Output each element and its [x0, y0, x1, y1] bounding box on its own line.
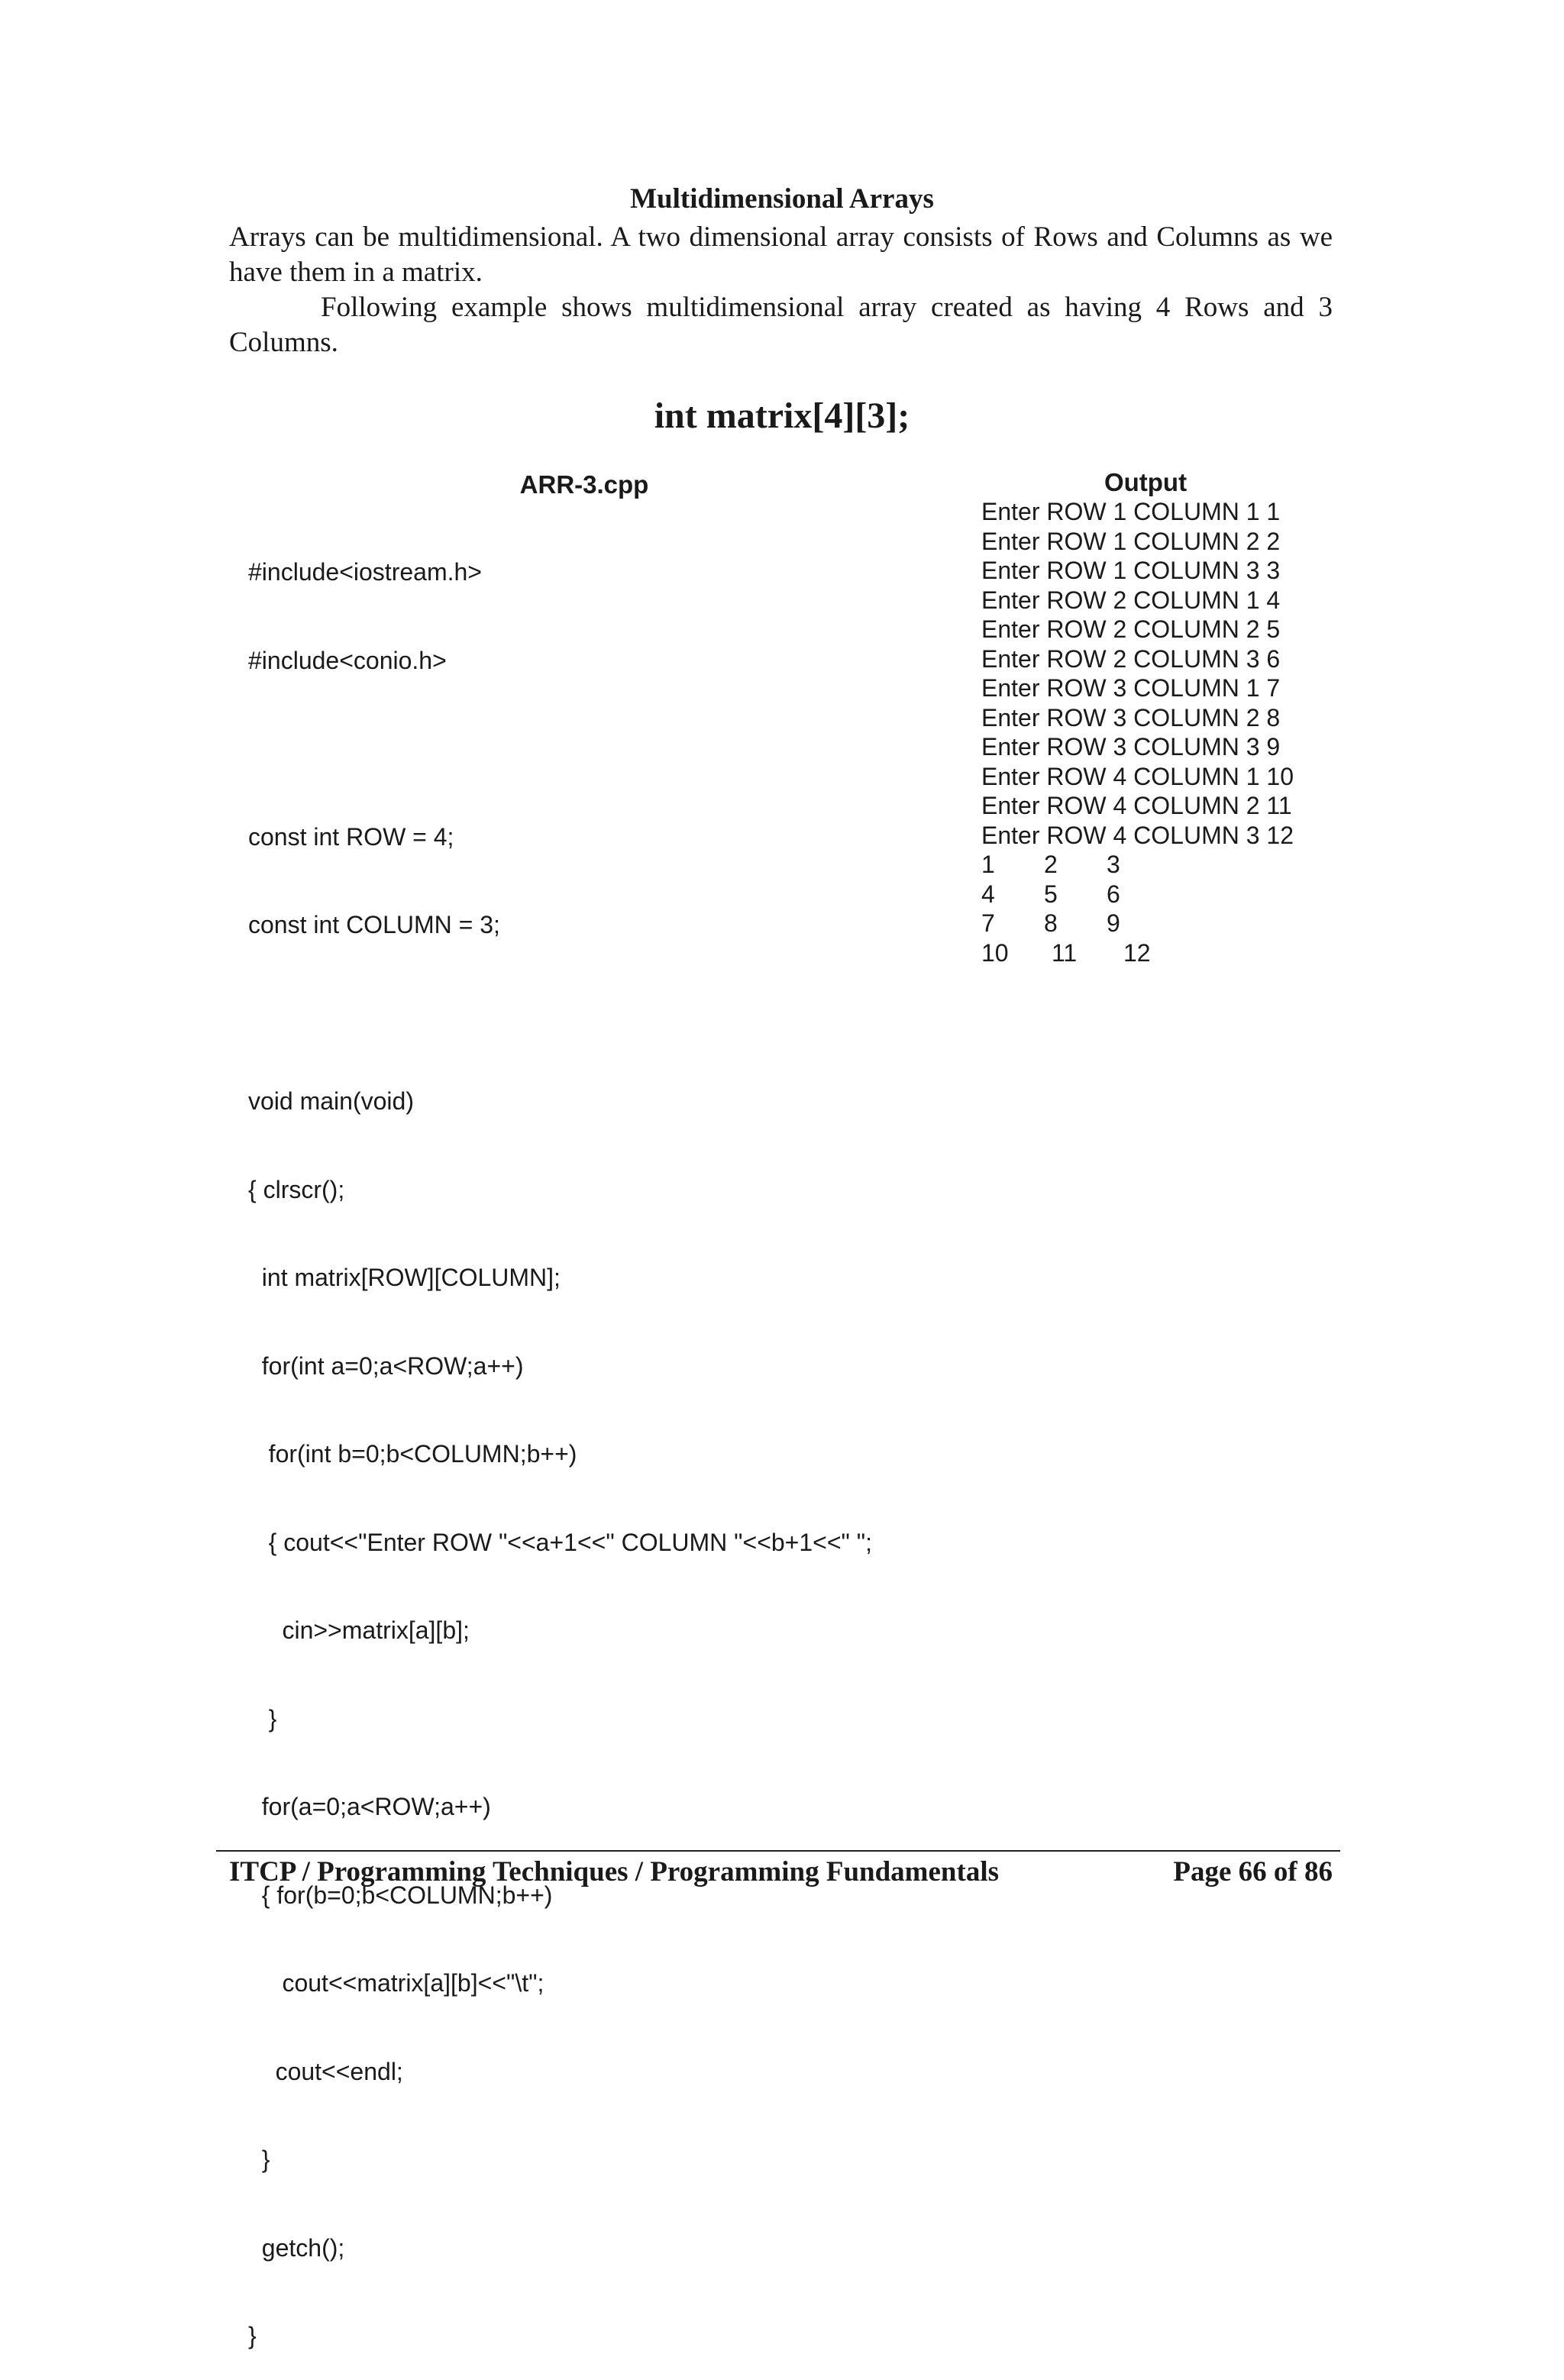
matrix-cell: 3 [1107, 851, 1120, 878]
code-line: void main(void) [248, 1087, 414, 1115]
code-line: #include<conio.h> [248, 646, 447, 674]
footer-page-number: Page 66 of 86 [1173, 1856, 1333, 1888]
code-line: getch(); [248, 2233, 345, 2262]
matrix-cell: 10 [981, 938, 1009, 967]
output-prompt-line: Enter ROW 4 COLUMN 1 10 [981, 762, 1294, 790]
output-prompt-line: Enter ROW 2 COLUMN 2 5 [981, 615, 1281, 643]
matrix-cell: 8 [1044, 909, 1058, 937]
footer-course: ITCP / Programming Techniques / Programming Fundamentals [229, 1856, 999, 1888]
output-prompt-line: Enter ROW 1 COLUMN 1 1 [981, 498, 1281, 525]
matrix-cell: 5 [1044, 880, 1058, 908]
matrix-output-row [981, 850, 1210, 880]
code-line: } [248, 2322, 257, 2349]
code-line [248, 734, 872, 764]
output-prompt-line: Enter ROW 2 COLUMN 3 6 [981, 644, 1281, 673]
program-output [981, 497, 1294, 967]
code-line: for(int b=0;b<COLUMN;b++) [248, 1440, 577, 1468]
matrix-cell: 6 [1107, 880, 1120, 908]
code-line: } [248, 2146, 270, 2173]
output-heading: Output [1104, 468, 1188, 496]
code-line: } [248, 1704, 277, 1733]
output-prompt-line: Enter ROW 3 COLUMN 3 9 [981, 733, 1281, 761]
code-line: { clrscr(); [248, 1175, 345, 1203]
matrix-cell: 7 [981, 909, 995, 937]
output-prompt-line: Enter ROW 2 COLUMN 1 4 [981, 586, 1281, 614]
code-line [248, 999, 872, 1029]
matrix-output-row [981, 880, 1210, 909]
code-line: for(a=0;a<ROW;a++) [248, 1793, 491, 1820]
output-prompt-line: Enter ROW 1 COLUMN 3 3 [981, 557, 1281, 584]
code-line: const int ROW = 4; [248, 822, 454, 851]
matrix-cell: 9 [1107, 909, 1120, 937]
code-listing [248, 499, 872, 2380]
code-filename: ARR-3.cpp [519, 470, 649, 499]
array-declaration: int matrix[4][3]; [654, 396, 910, 436]
code-line: int matrix[ROW][COLUMN]; [248, 1264, 561, 1291]
matrix-cell: 11 [1052, 938, 1078, 967]
footer-divider [216, 1850, 1340, 1852]
matrix-cell: 12 [1123, 938, 1151, 967]
section-title: Multidimensional Arrays [630, 183, 934, 215]
code-line: { for(b=0;b<COLUMN;b++) [248, 1881, 553, 1909]
output-prompt-line: Enter ROW 3 COLUMN 1 7 [981, 674, 1281, 702]
output-prompt-line: Enter ROW 4 COLUMN 2 11 [981, 792, 1292, 819]
code-line: cin>>matrix[a][b]; [248, 1616, 470, 1644]
output-prompt-line: Enter ROW 3 COLUMN 2 8 [981, 703, 1281, 731]
matrix-output-row [981, 909, 1210, 938]
matrix-cell: 1 [981, 851, 995, 878]
output-prompt-line: Enter ROW 1 COLUMN 2 2 [981, 527, 1281, 555]
code-line: { cout<<"Enter ROW "<<a+1<<" COLUMN "<<b+1<<" "; [248, 1528, 873, 1556]
code-line: cout<<endl; [248, 2057, 403, 2085]
intro-paragraph: Arrays can be multidimensional. A two dimensional array consists of Rows and Columns as we have them in a matrix. [229, 221, 1333, 288]
code-line: for(int a=0;a<ROW;a++) [248, 1351, 524, 1380]
code-line: const int COLUMN = 3; [248, 911, 500, 938]
matrix-output-row [981, 938, 1210, 968]
code-line: cout<<matrix[a][b]<<"\t"; [248, 1969, 544, 1997]
code-line: #include<iostream.h> [248, 558, 482, 586]
matrix-cell: 4 [981, 880, 995, 908]
output-prompt-line: Enter ROW 4 COLUMN 3 12 [981, 821, 1294, 849]
matrix-cell: 2 [1044, 851, 1058, 878]
example-paragraph: Following example shows multidimensional array created as having 4 Rows and 3 Columns. [229, 292, 1333, 358]
